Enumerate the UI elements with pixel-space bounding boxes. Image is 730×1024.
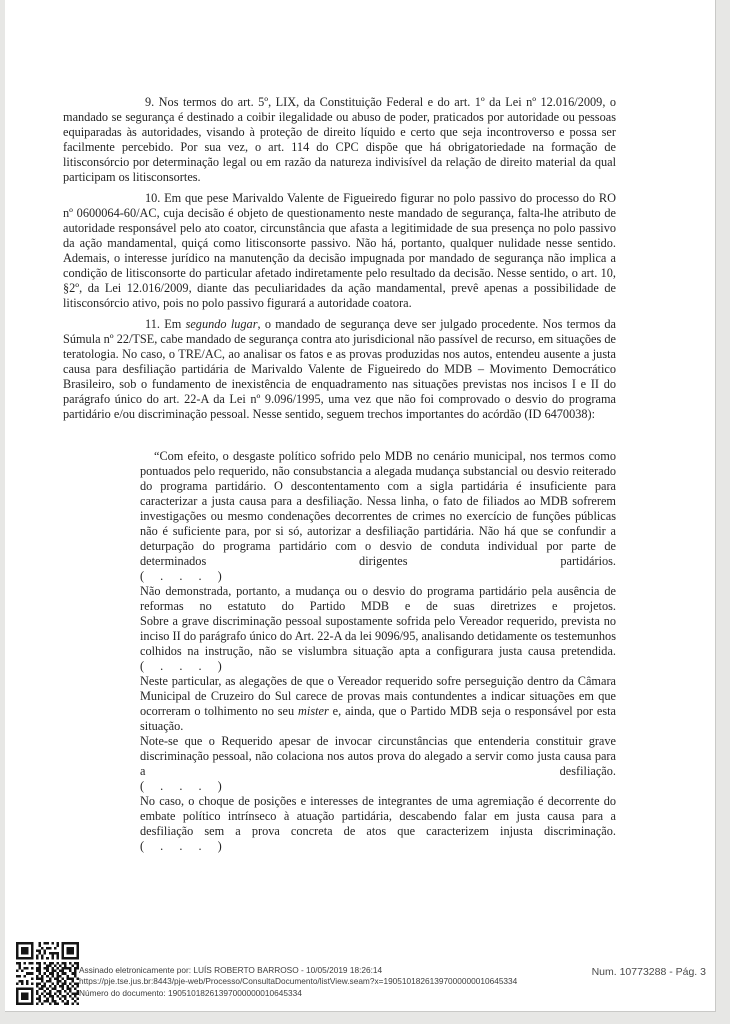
paragraph-11-italic: segundo lugar	[185, 317, 258, 331]
quote-paragraph-5: Note-se que o Requerido apesar de invocar circunstâncias que entenderia constituir grave discriminação pessoal, não colaciona nos autos prova do alegado a servir como justa causa para a desfiliação.	[140, 734, 616, 778]
signature-line: Assinado eletronicamente por: LUÍS ROBERTO BARROSO - 10/05/2019 18:26:14	[79, 965, 383, 975]
paragraph-9: 9. Nos termos do art. 5º, LIX, da Constituição Federal e do art. 1º da Lei nº 12.016/2009, o mandado se segurança é destinado a coibir ilegalidade ou abuso de poder, praticados por autoridade ou pessoas equiparadas às autoridades, visando à proteção de direito líquido e certo que seja incontroverso e possa ser facilmente percebido. Por sua vez, o art. 114 do CPC dispõe que há obrigatoriedade na formação de litisconsórcio por determinação legal ou em razão da natureza indivisível da relação de direito material da qual participam os litisconsortes.	[63, 95, 616, 184]
quote-paragraph-4-text: e, ainda, que o Partido MDB seja o responsável por esta situação.	[140, 704, 616, 733]
document-body	[63, 95, 616, 854]
document-number: Número do documento: 19051018261397000000010645334	[79, 987, 302, 998]
paragraph-11	[63, 317, 616, 422]
quote-paragraph-3: Sobre a grave discriminação pessoal supostamente sofrida pelo Vereador requerido, prevista no inciso II do parágrafo único do Art. 22-A da lei 9096/95, analisando detidamente os testemunhos colhidos na instrução, não se vislumbra situação apta a configurara justa causa pretendida.	[140, 614, 616, 658]
paragraph-11-text: , o mandado de segurança deve ser julgado procedente. Nos termos da Súmula nº 22/TSE, cabe mandado de segurança contra ato jurisdicional não passível de recurso, em situações de teratologia. No caso, o TRE/AC, ao analisar os fatos e as provas produzidas nos autos, entendeu ausente a justa causa para desfiliação partidária de Marivaldo Valente de Figueiredo do MDB – Movimento Democrático Brasileiro, sob o fundamento de inexistência de enquadramento nas situações previstas nos incisos I e II do parágrafo único do art. 22-A da Lei nº 9.096/1995, uma vez que não foi comprovado o desvio do programa partidário e/ou discriminação pessoal. Nesse sentido, seguem trechos importantes do acórdão (ID 6470038):	[63, 317, 616, 421]
quote-paragraph-4-italic: mister	[298, 704, 329, 718]
ellipsis-line: ( . . . )	[140, 659, 223, 673]
ellipsis-line: ( . . . )	[140, 779, 223, 793]
acordao-quote-block	[140, 449, 616, 854]
quote-paragraph-2: Não demonstrada, portanto, a mudança ou o desvio do programa partidário pela ausência de reformas no estatuto do Partido MDB e de suas diretrizes e projetos.	[140, 584, 616, 613]
qr-code-icon	[16, 942, 79, 1005]
quote-paragraph-6: No caso, o choque de posições e interesses de integrantes de uma agremiação é decorrente do embate político intrínseco à atuação partidária, descabendo falar em justa causa para a desfiliação sem a prova concreta de atos que caracterizem injusta discriminação.	[140, 794, 616, 838]
document-url: https://pje.tse.jus.br:8443/pje-web/Processo/ConsultaDocumento/listView.seam?x=19051018261397000000010645334	[79, 976, 518, 987]
page-number-label: Num. 10773288 - Pág. 3	[591, 966, 706, 978]
paragraph-10: 10. Em que pese Marivaldo Valente de Figueiredo figurar no polo passivo do processo do RO nº 0600064-60/AC, cuja decisão é objeto de questionamento neste mandado de segurança, falta-lhe atributo de autoridade responsável pelo ato coator, circunstância que afasta a legitimidade de sua presença no polo passivo da ação mandamental, quiçá como litisconsorte passivo. Não há, portanto, qualquer nulidade nesse sentido. Ademais, o interesse jurídico na manutenção da decisão impugnada por mandado de segurança não implica a condição de litisconsorte do particular afetado indiretamente pelo resultado da decisão. Nesse sentido, o art. 10, §2º, da Lei 12.016/2009, diante das peculiaridades da ação mandamental, prevê apenas a possibilidade de litisconsórcio ativo, pois no polo passivo figurará a autoridade coatora.	[63, 191, 616, 310]
quote-paragraph-1: “Com efeito, o desgaste político sofrido pelo MDB no cenário municipal, nos termos como pontuados pelo requerido, não consubstancia a alegada mudança substancial ou desvio reiterado do programa partidário. O descontentamento com a sigla partidária é insuficiente para caracterizar a justa causa para a desfiliação. Nessa linha, o fato de filiados ao MDB sofrerem investigações ou mesmo condenações decorrentes de crimes no exercício de funções públicas não é suficiente para, por si só, autorizar a desfiliação partidária. Não há que se confundir a deturpação do programa partidário com o desvio de conduta individual por parte de determinados dirigentes partidários.	[140, 449, 616, 568]
quote-paragraph-4	[140, 674, 616, 734]
quote-paragraph-4-text: Neste particular, as alegações de que o Vereador requerido sofre perseguição dentro da Câmara Municipal de Cruzeiro do Sul carece de provas mais contundentes a indicar situações em que ocorreram o tolhimento no seu	[140, 674, 616, 718]
paragraph-11-text: 11. Em	[145, 317, 186, 331]
ellipsis-line: ( . . . )	[140, 839, 223, 853]
signature-footer	[79, 965, 599, 999]
ellipsis-line: ( . . . )	[140, 569, 223, 583]
document-page	[5, 0, 716, 1012]
